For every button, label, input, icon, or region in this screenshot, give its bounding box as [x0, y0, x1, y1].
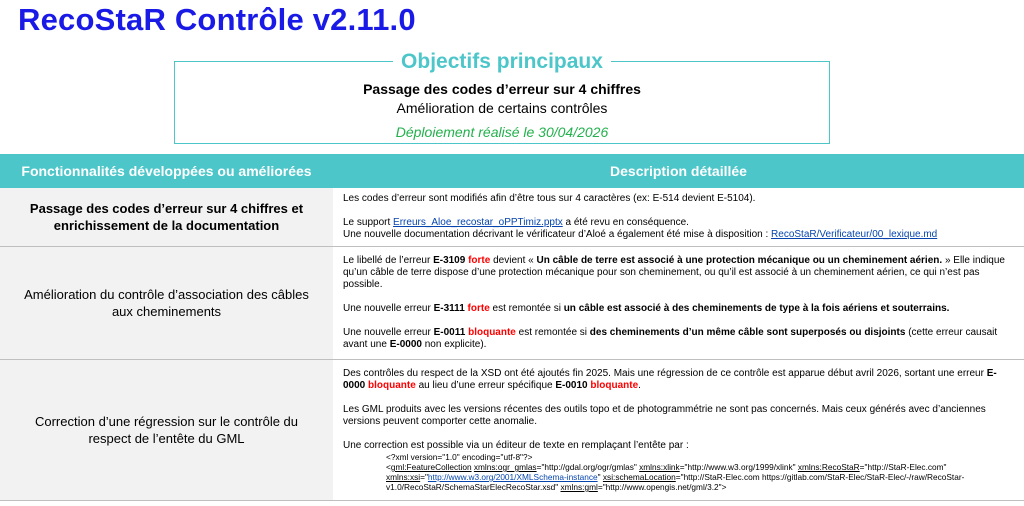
code-line: v1.0/RecoStaR/SchemaStarElecRecoStar.xsd" xmlns:gml="http://www.opengis.net/gml/3.2">: [386, 482, 727, 492]
error-code: E-0000: [389, 339, 422, 350]
feature-cell: Correction d’une régression sur le contrôle du respect de l’entête du GML: [0, 360, 333, 501]
description-cell: [333, 247, 1024, 360]
desc-paragraph: Des contrôles du respect de la XSD ont été ajoutés fin 2025. Mais une régression de ce contrôle est apparue début avril 2026, sortant une erreur E-0000 bloquante au lieu d’une erreur spécifique E-0010 bloquante.: [343, 368, 997, 391]
code-line: xmlns:xsi="http://www.w3.org/2001/XMLSchema-instance" xsi:schemaLocation="http://StaR-Elec.com https://gitlab.com/StaR-Elec/StaR-Elec/-/raw/RecoStar-: [386, 472, 965, 482]
features-table: [0, 154, 1024, 501]
severity-label: forte: [468, 255, 491, 266]
error-code: E-0000: [343, 368, 997, 391]
desc-paragraph: Le libellé de l’erreur E-3109 forte devient « Un câble de terre est associé à une protection mécanique ou un cheminement aérien. » Elle indique qu’un câble de terre dispose d’une protection mécanique pour son cheminement, ou qu’il est associé à un cheminement aérien, ce qui n’est pas possible.: [343, 255, 1005, 290]
header-description: Description détaillée: [333, 154, 1024, 188]
severity-label: forte: [467, 303, 490, 314]
feature-cell: Amélioration du contrôle d’association des câbles aux cheminements: [0, 247, 333, 360]
description-cell: [333, 360, 1024, 501]
objectives-heading-text: Objectifs principaux: [393, 50, 611, 73]
description-cell: [333, 188, 1024, 247]
severity-label: bloquante: [368, 380, 416, 391]
code-line: <gml:FeatureCollection xmlns:ogr_gmlas="http://gdal.org/ogr/gmlas" xmlns:xlink="http://www.w3.org/1999/xlink" xmlns:RecoStaR="http://StaR-Elec.com": [386, 462, 947, 472]
severity-label: bloquante: [590, 380, 639, 391]
table-header-row: [0, 154, 1024, 188]
desc-paragraph: Une nouvelle erreur E-3111 forte est remontée si un câble est associé à des cheminements de type à la fois aériens et souterrains.: [343, 303, 950, 314]
lexique-link[interactable]: RecoStaR/Verificateur/00_lexique.md: [771, 229, 938, 240]
xmlschema-link[interactable]: http://www.w3.org/2001/XMLSchema-instance: [427, 472, 598, 482]
error-code: E-3109: [433, 255, 466, 266]
error-code: E-0011: [433, 327, 466, 338]
page-title: RecoStaR Contrôle v2.11.0: [18, 2, 416, 37]
desc-paragraph: Les GML produits avec les versions récentes des outils topo et de photogrammétrie ne sont pas concernés. Mais ceux générés avec d’anciennes versions peuvent comporter cette anomalie.: [343, 404, 986, 427]
desc-paragraph: Les codes d’erreur sont modifiés afin d’être tous sur 4 caractères (ex: E-514 devient E-5104).: [343, 193, 756, 204]
severity-label: bloquante: [468, 327, 516, 338]
objective-main: Passage des codes d’erreur sur 4 chiffres: [363, 81, 641, 97]
pptx-link[interactable]: Erreurs_Aloe_recostar_oPPTimiz.pptx: [393, 217, 563, 228]
desc-paragraph: Une correction est possible via un éditeur de texte en remplaçant l’entête par :: [343, 440, 689, 451]
objectives-heading: [174, 50, 830, 74]
feature-cell: Passage des codes d’erreur sur 4 chiffres et enrichissement de la documentation: [0, 188, 333, 247]
desc-paragraph: Une nouvelle documentation décrivant le vérificateur d’Aloé a également été mise à disposition : RecoStaR/Verificateur/00_lexique.md: [343, 229, 938, 240]
objective-secondary: Amélioration de certains contrôles: [396, 100, 608, 116]
desc-paragraph: Le support Erreurs_Aloe_recostar_oPPTimiz.pptx a été revu en conséquence.: [343, 217, 689, 228]
deployment-date: Déploiement réalisé le 30/04/2026: [395, 124, 609, 140]
error-code: E-3111: [433, 303, 465, 314]
table-row: [0, 247, 1024, 360]
xml-header-snippet: [343, 452, 1012, 492]
code-line: <?xml version="1.0" encoding="utf-8"?>: [386, 452, 533, 462]
error-code: E-0010: [555, 380, 588, 391]
table-row: [0, 188, 1024, 247]
desc-paragraph: Une nouvelle erreur E-0011 bloquante est remontée si des cheminements d’un même câble sont superposés ou disjoints (cette erreur causait avant une E-0000 non explicite).: [343, 327, 998, 350]
header-features: Fonctionnalités développées ou améliorées: [0, 154, 333, 188]
table-row: [0, 360, 1024, 501]
